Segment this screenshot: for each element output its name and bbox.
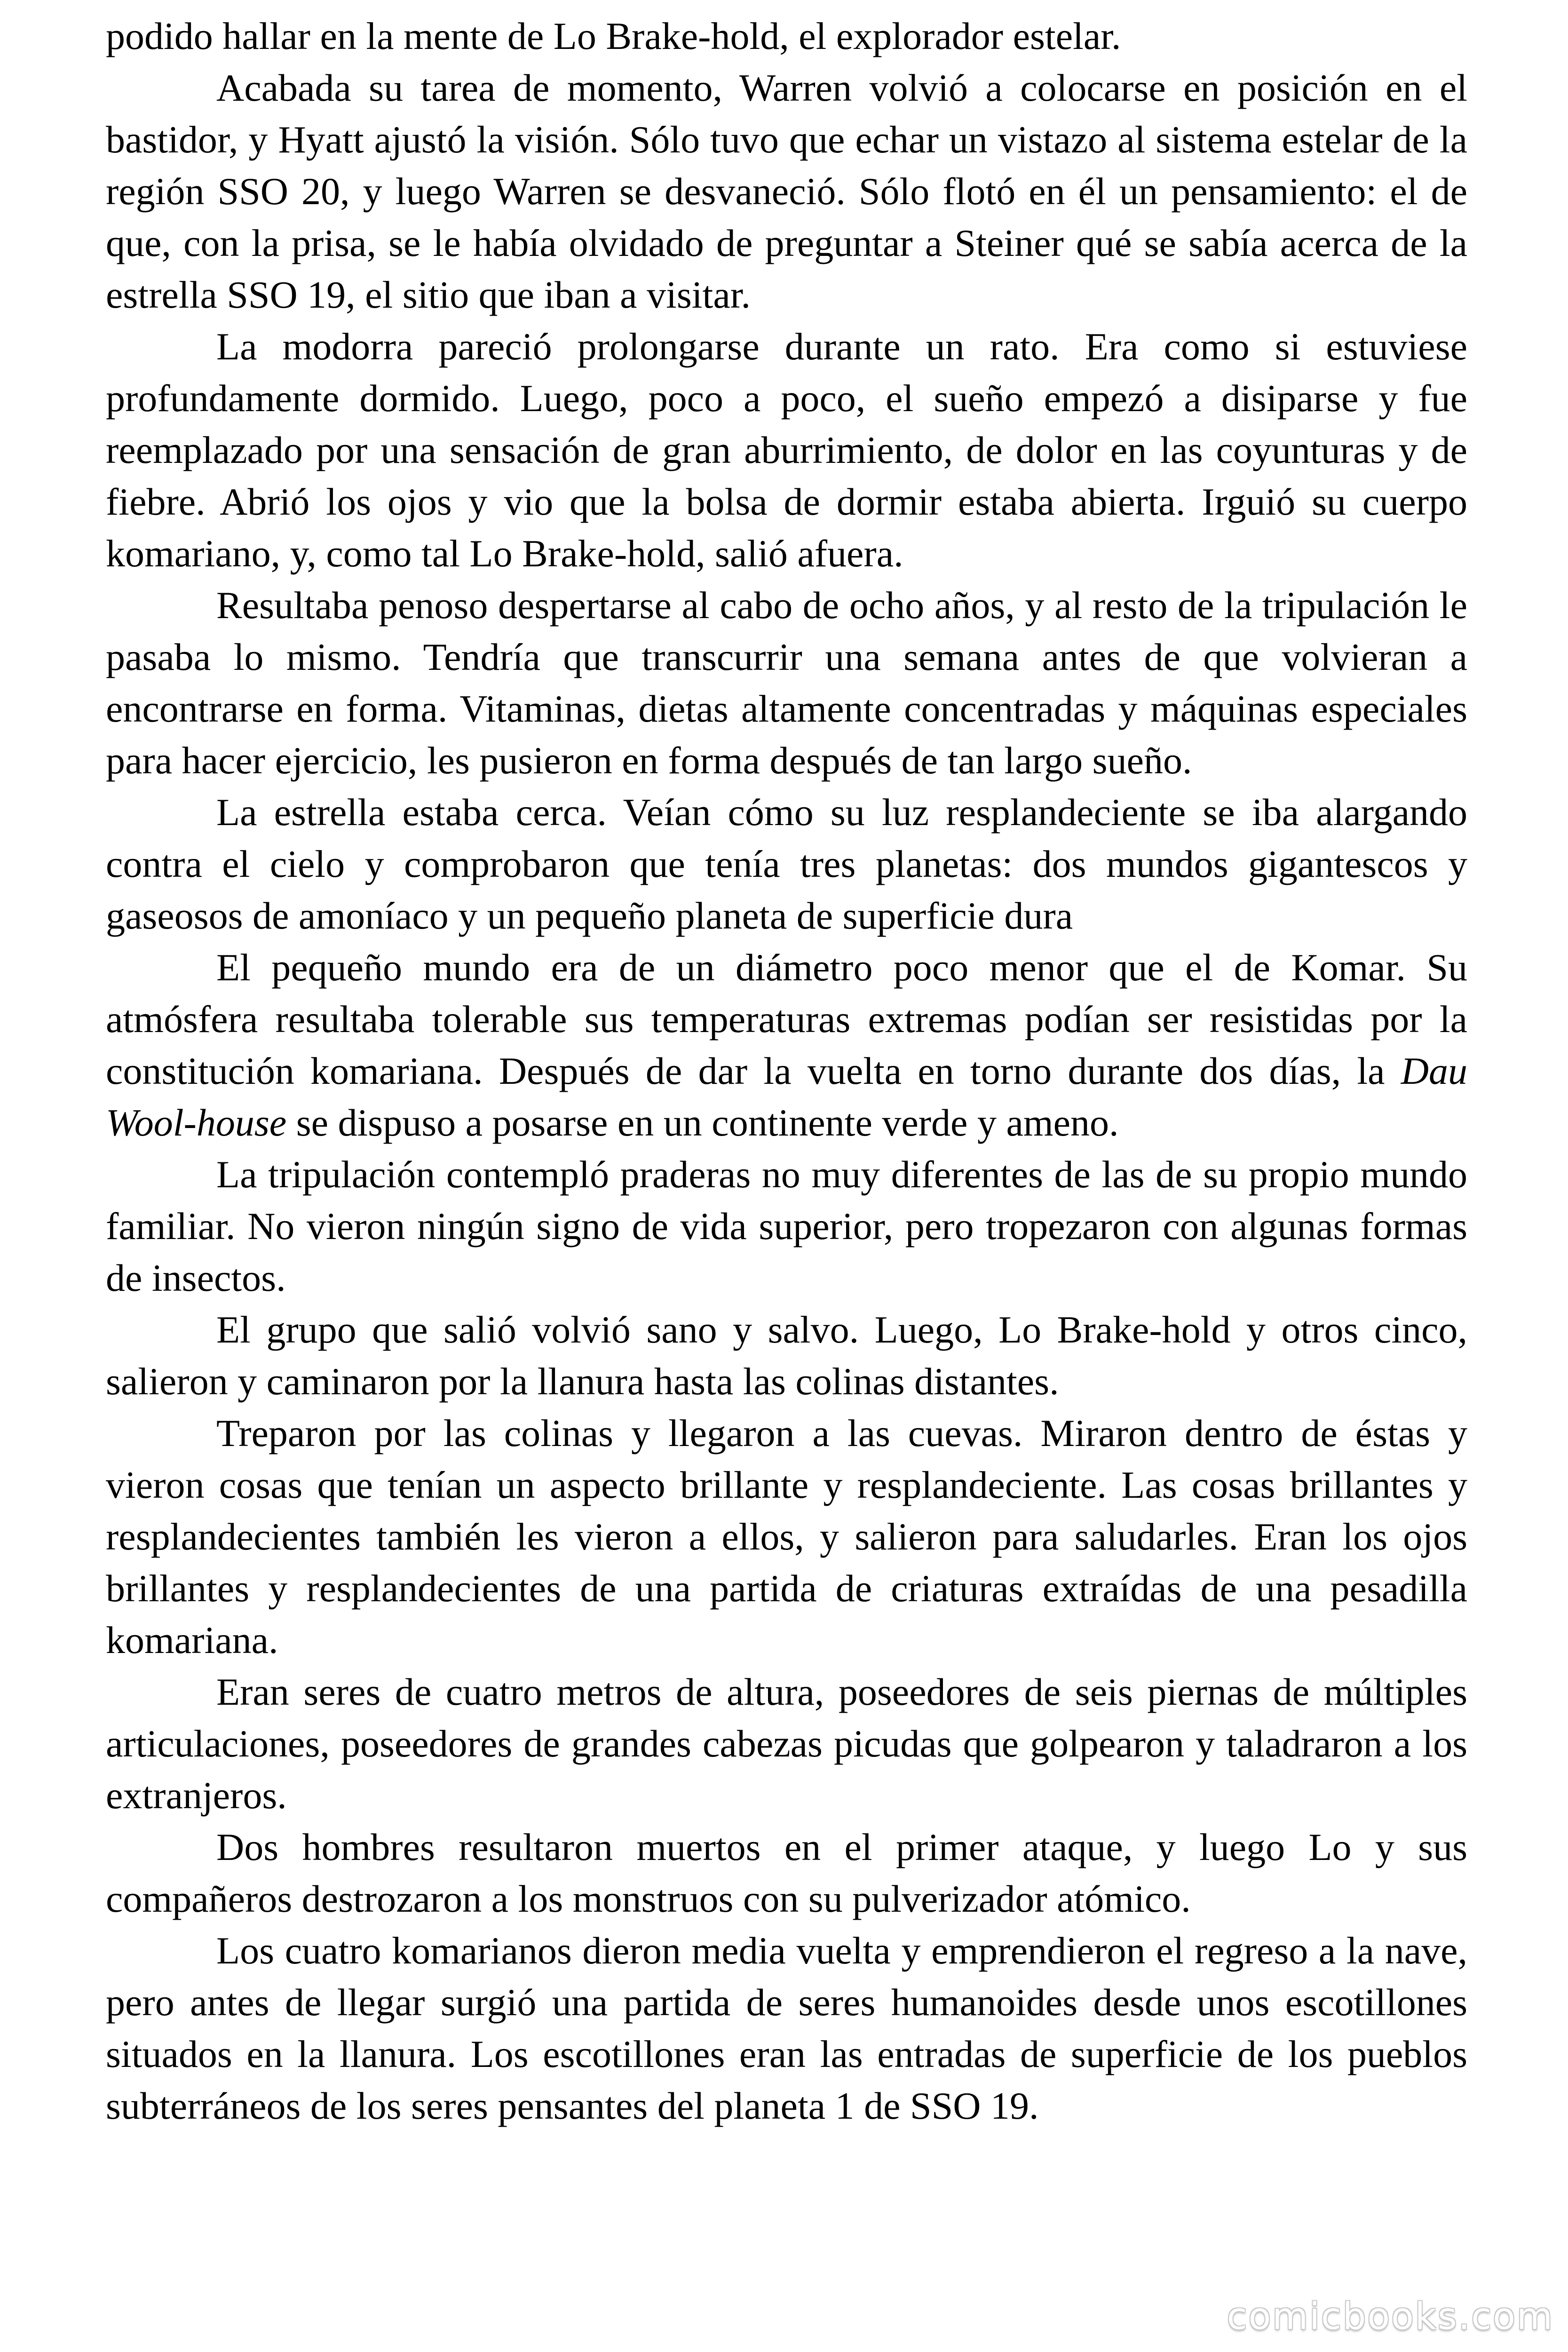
paragraph-9: Treparon por las colinas y llegaron a las cuevas. Miraron dentro de éstas y vieron cosas que tenían un aspecto brillante y resplandeciente. Las cosas brillantes y resplandecientes también les vieron a ellos, y salieron para saludarles. Eran los ojos brillantes y resplandecientes de una partida de criaturas extraídas de una pesadilla komariana. bbox=[106, 1412, 1467, 1661]
ship-name-italic: Dau Wool-house bbox=[106, 1049, 1467, 1144]
watermark-logo: comicbooks.com bbox=[1227, 2296, 1554, 2338]
paragraph-12: Los cuatro komarianos dieron media vuelta y emprendieron el regreso a la nave, pero antes de llegar surgió una partida de seres humanoides desde unos escotillones situados en la llanura. Los escotillones eran las entradas de superficie de los pueblos subterráneos de los seres pensantes del planeta 1 de SSO 19. bbox=[106, 1929, 1467, 2127]
paragraph-6-after: se dispuso a posarse en un continente verde y ameno. bbox=[286, 1101, 1119, 1144]
paragraph-11: Dos hombres resultaron muertos en el primer ataque, y luego Lo y sus compañeros destrozaron a los monstruos con su pulverizador atómico. bbox=[106, 1826, 1467, 1920]
paragraph-7: La tripulación contempló praderas no muy diferentes de las de su propio mundo familiar. No vieron ningún signo de vida superior, pero tropezaron con algunas formas de insectos. bbox=[106, 1153, 1467, 1299]
paragraph-1: podido hallar en la mente de Lo Brake-hold, el explorador estelar. bbox=[106, 15, 1121, 57]
paragraph-8: El grupo que salió volvió sano y salvo. Luego, Lo Brake-hold y otros cinco, salieron y caminaron por la llanura hasta las colinas distantes. bbox=[106, 1308, 1467, 1403]
paragraph-10: Eran seres de cuatro metros de altura, poseedores de seis piernas de múltiples articulaciones, poseedores de grandes cabezas picudas que golpearon y taladraron a los extranjeros. bbox=[106, 1670, 1467, 1817]
paragraph-3: La modorra pareció prolongarse durante un rato. Era como si estuviese profundamente dormido. Luego, poco a poco, el sueño empezó a disiparse y fue reemplazado por una sensación de gran aburrimiento, de dolor en las coyunturas y de fiebre. Abrió los ojos y vio que la bolsa de dormir estaba abierta. Irguió su cuerpo komariano, y, como tal Lo Brake-hold, salió afuera. bbox=[106, 325, 1467, 575]
document-page bbox=[106, 10, 1467, 2132]
paragraph-4: Resultaba penoso despertarse al cabo de ocho años, y al resto de la tripulación le pasaba lo mismo. Tendría que transcurrir una semana antes de que volvieran a encontrarse en forma. Vitaminas, dietas altamente concentradas y máquinas especiales para hacer ejercicio, les pusieron en forma después de tan largo sueño. bbox=[106, 584, 1467, 782]
paragraph-5: La estrella estaba cerca. Veían cómo su luz resplandeciente se iba alargando contra el cielo y comprobaron que tenía tres planetas: dos mundos gigantescos y gaseosos de amoníaco y un pequeño planeta de superficie dura bbox=[106, 791, 1467, 937]
paragraph-6-before: El pequeño mundo era de un diámetro poco menor que el de Komar. Su atmósfera resultaba tolerable sus temperaturas extremas podían ser resistidas por la constitución komariana. Después de dar la vuelta en torno durante dos días, la bbox=[106, 946, 1467, 1092]
paragraph-2: Acabada su tarea de momento, Warren volvió a colocarse en posición en el bastidor, y Hyatt ajustó la visión. Sólo tuvo que echar un vistazo al sistema estelar de la región SSO 20, y luego Warren se desvaneció. Sólo flotó en él un pensamiento: el de que, con la prisa, se le había olvidado de preguntar a Steiner qué se sabía acerca de la estrella SSO 19, el sitio que iban a visitar. bbox=[106, 66, 1467, 316]
paragraph-6 bbox=[106, 942, 1467, 1149]
